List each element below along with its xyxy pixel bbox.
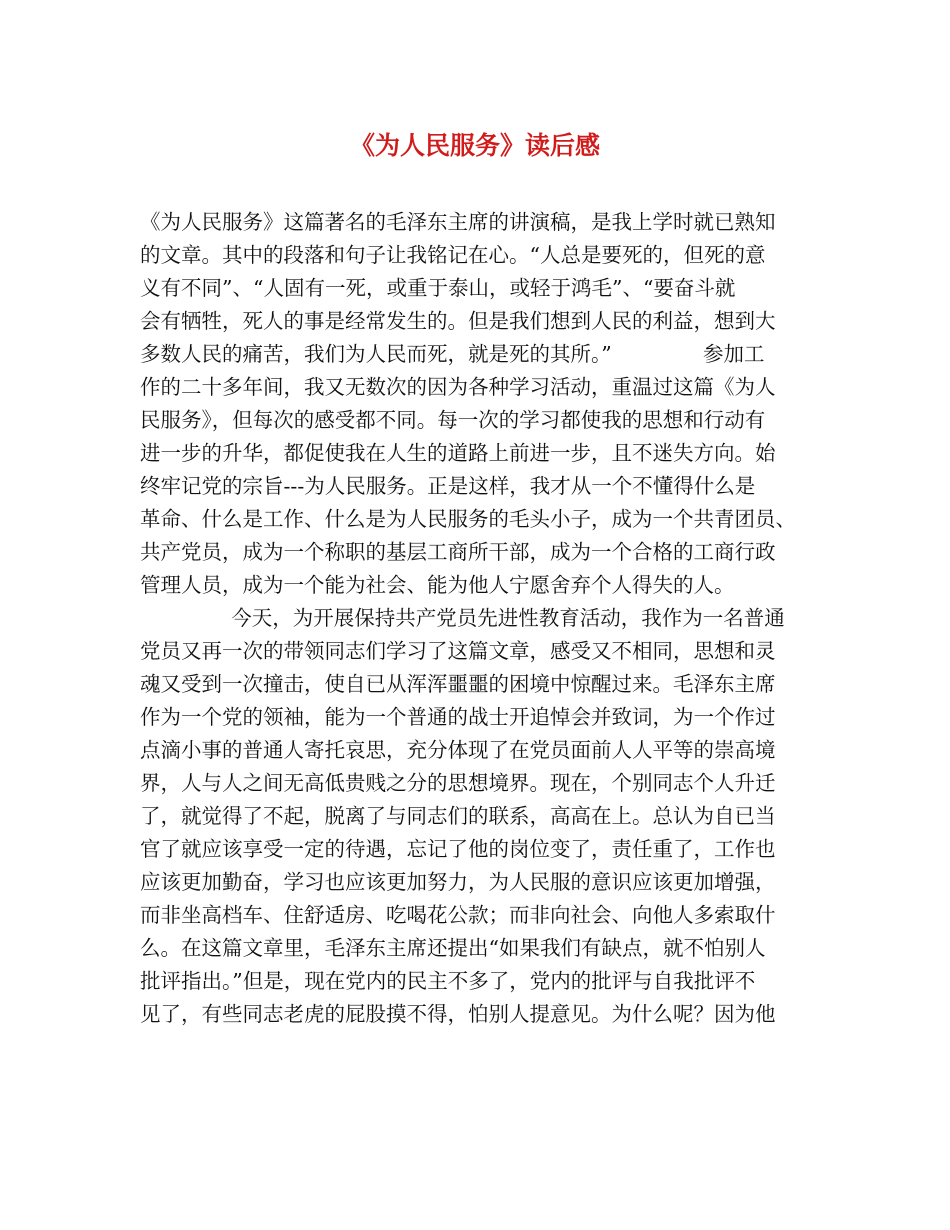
body-line: 《为人民服务》这篇著名的毛泽东主席的讲演稿，是我上学时就已熟知	[140, 210, 776, 234]
body-line: 今天，为开展保持共产党员先进性教育活动，我作为一名普通	[140, 606, 785, 630]
body-line: 么。在这篇文章里，毛泽东主席还提出“如果我们有缺点，就不怕别人	[140, 936, 766, 960]
body-line: 见了，有些同志老虎的屁股摸不得，怕别人提意见。为什么呢？因为他	[140, 1002, 776, 1026]
body-line: 了，就觉得了不起，脱离了与同志们的联系，高高在上。总认为自已当	[140, 804, 776, 828]
body-line: 的文章。其中的段落和句子让我铭记在心。“人总是要死的，但死的意	[140, 243, 766, 267]
body-line: 义有不同”、“人固有一死，或重于泰山，或轻于鸿毛”、“要奋斗就	[140, 276, 736, 300]
body-line: 会有牺牲，死人的事是经常发生的。但是我们想到人民的利益，想到大	[140, 309, 776, 333]
body-line: 而非坐高档车、住舒适房、吃喝花公款；而非向社会、向他人多索取什	[140, 903, 776, 927]
document-title: 《为人民服务》读后感	[349, 131, 600, 160]
body-line: 魂又受到一次撞击，使自已从浑浑噩噩的困境中惊醒过来。毛泽东主席	[140, 672, 776, 696]
body-line: 官了就应该享受一定的待遇，忘记了他的岗位变了，责任重了，工作也	[140, 837, 776, 861]
body-line: 点滴小事的普通人寄托哀思，充分体现了在党员面前人人平等的崇高境	[140, 738, 776, 762]
body-line: 进一步的升华，都促使我在人生的道路上前进一步，且不迷失方向。始	[140, 441, 776, 465]
body-line: 多数人民的痛苦，我们为人民而死，就是死的其所。” 参加工	[140, 342, 765, 366]
body-line: 管理人员，成为一个能为社会、能为他人宁愿舍弃个人得失的人。	[140, 573, 735, 597]
document-body	[140, 206, 830, 1031]
body-line: 应该更加勤奋，学习也应该更加努力，为人民服的意识应该更加增强，	[140, 870, 776, 894]
body-line: 革命、什么是工作、什么是为人民服务的毛头小子，成为一个共青团员、	[140, 507, 796, 531]
body-line: 批评指出。”但是，现在党内的民主不多了，党内的批评与自我批评不	[140, 969, 756, 993]
body-line: 党员又再一次的带领同志们学习了这篇文章，感受又不相同，思想和灵	[140, 639, 776, 663]
body-line: 界，人与人之间无高低贵贱之分的思想境界。现在，个别同志个人升迁	[140, 771, 776, 795]
body-line: 作为一个党的领袖，能为一个普通的战士开追悼会并致词，为一个作过	[140, 705, 776, 729]
body-line: 终牢记党的宗旨---为人民服务。正是这样，我才从一个不懂得什么是	[140, 474, 756, 498]
body-line: 共产党员，成为一个称职的基层工商所干部，成为一个合格的工商行政	[140, 540, 776, 564]
body-line: 民服务》，但每次的感受都不同。每一次的学习都使我的思想和行动有	[140, 408, 766, 432]
body-line: 作的二十多年间，我又无数次的因为各种学习活动，重温过这篇《为人	[140, 375, 776, 399]
